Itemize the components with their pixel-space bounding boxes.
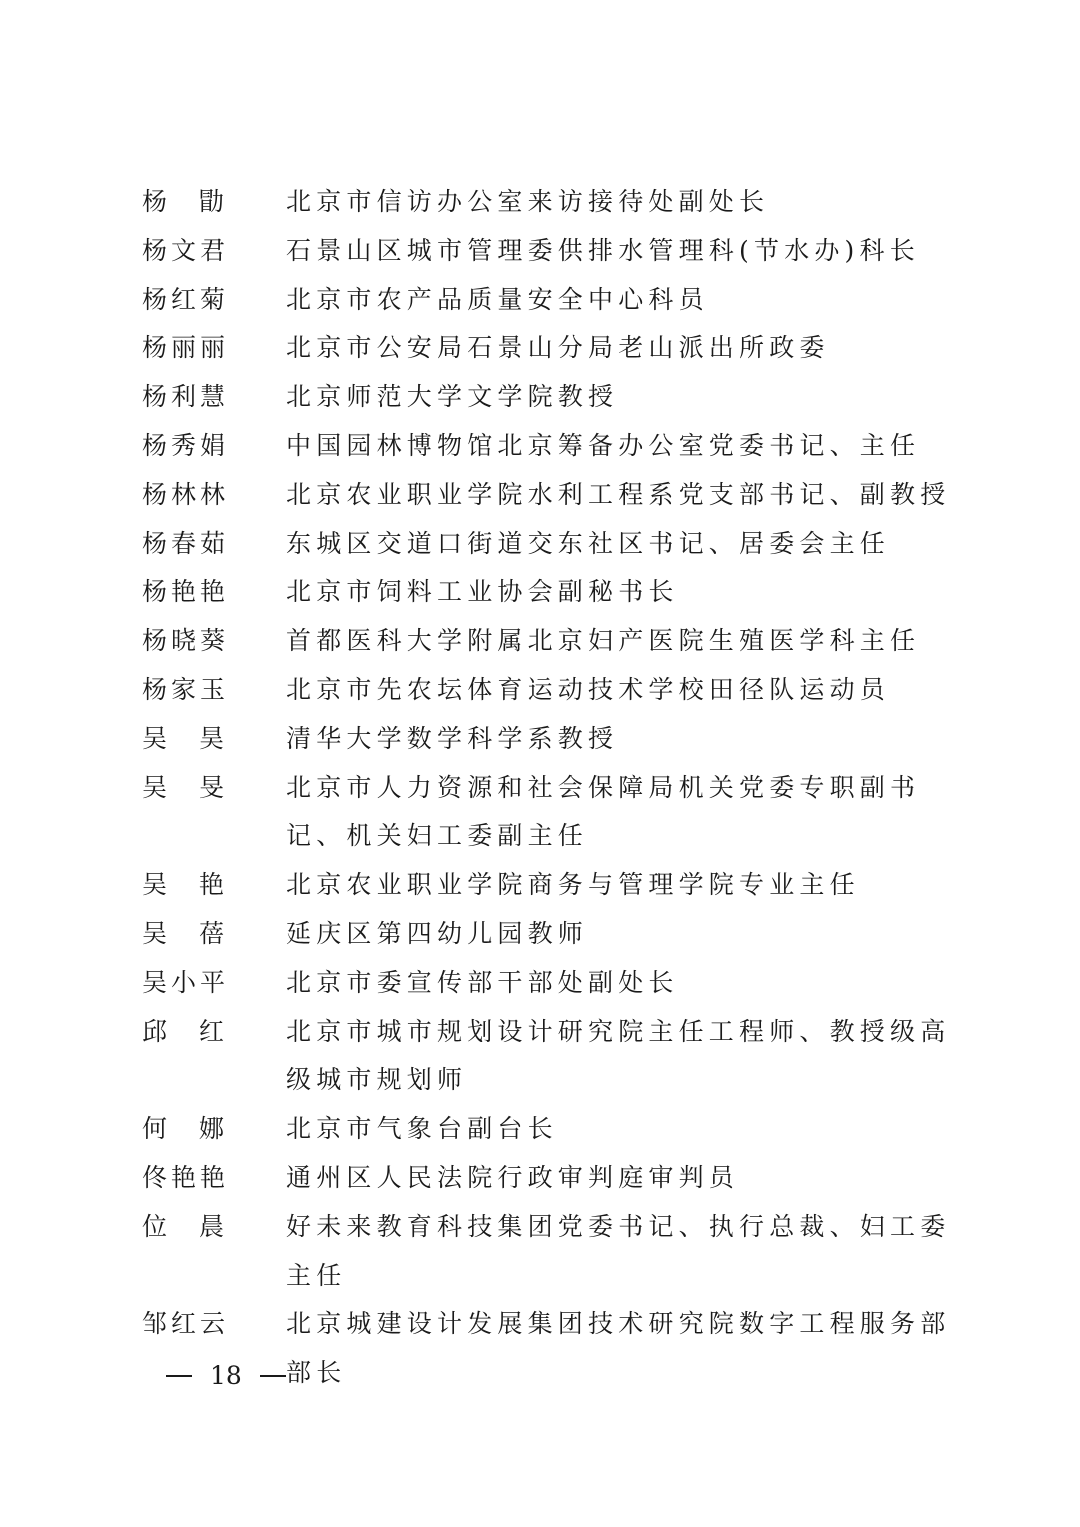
person-name: 杨丽丽 (142, 333, 230, 363)
organization-title: 延庆区第四幼儿园教师 (286, 918, 589, 948)
name-char: 吴 (142, 918, 168, 948)
person-name (142, 764, 224, 813)
organization-title: 北京市信访办公室来访接待处副处长 (286, 187, 770, 216)
list-item (142, 959, 962, 1008)
name-char: 红 (198, 1016, 224, 1046)
list-item (142, 1105, 962, 1154)
name-char: 晨 (198, 1211, 224, 1241)
list-item (142, 666, 962, 715)
person-name: 杨家玉 (142, 674, 230, 704)
organization-title: 首都医科大学附属北京妇产医院生殖医学科主任 (286, 626, 921, 656)
organization-title: 北京市先农坛体育运动技术学校田径队运动员 (286, 674, 891, 704)
person-name (142, 861, 224, 910)
list-item (142, 715, 962, 764)
name-char: 娜 (198, 1114, 224, 1144)
list-item (142, 1203, 962, 1301)
organization-title: 北京市委宣传部干部处副处长 (286, 967, 679, 997)
list-item (142, 324, 962, 373)
page-number: 18 (210, 1361, 242, 1390)
name-char: 吴 (142, 723, 168, 753)
list-item (142, 1154, 962, 1203)
name-char: 吴 (142, 772, 168, 802)
list-item (142, 520, 962, 569)
person-name: 杨晓葵 (142, 626, 230, 656)
name-char: 旻 (198, 772, 224, 802)
footer-dash-left (166, 1375, 192, 1377)
list-item (142, 471, 962, 520)
organization-title: 北京农业职业学院商务与管理学院专业主任 (286, 870, 860, 900)
organization-title: 北京市饲料工业协会副秘书长 (286, 577, 679, 607)
page-footer (166, 1358, 286, 1394)
name-char: 勖 (198, 187, 224, 216)
person-name: 佟艳艳 (142, 1162, 230, 1192)
list-item (142, 1008, 962, 1106)
person-name: 杨文君 (142, 235, 230, 265)
person-name (142, 1203, 224, 1252)
organization-title: 清华大学数学科学系教授 (286, 723, 619, 753)
organization-title: 北京市公安局石景山分局老山派出所政委 (286, 333, 830, 363)
organization-title: 北京市人力资源和社会保障局机关党委专职副书记、机关妇工委副主任 (286, 772, 921, 851)
name-char: 昊 (198, 723, 224, 753)
person-name: 杨红菊 (142, 284, 230, 314)
organization-title: 北京市城市规划设计研究院主任工程师、教授级高级城市规划师 (286, 1016, 951, 1095)
organization-title: 北京城建设计发展集团技术研究院数字工程服务部部长 (286, 1309, 951, 1388)
list-item (142, 276, 962, 325)
person-name: 杨春茹 (142, 528, 230, 558)
person-name: 杨利慧 (142, 382, 230, 412)
person-name: 杨秀娟 (142, 430, 230, 460)
organization-title: 东城区交道口街道交东社区书记、居委会主任 (286, 528, 891, 558)
name-char: 吴 (142, 870, 168, 900)
name-char: 蓓 (198, 918, 224, 948)
organization-title: 中国园林博物馆北京筹备办公室党委书记、主任 (286, 430, 921, 460)
list-item (142, 764, 962, 862)
list-item (142, 227, 962, 276)
list-item (142, 422, 962, 471)
list-item (142, 910, 962, 959)
name-char: 位 (142, 1211, 168, 1241)
name-char: 杨 (142, 187, 168, 216)
footer-dash-right (260, 1375, 286, 1377)
organization-title: 北京市农产品质量安全中心科员 (286, 284, 709, 314)
person-name: 杨林林 (142, 479, 230, 509)
person-name: 吴小平 (142, 967, 230, 997)
organization-title: 通州区人民法院行政审判庭审判员 (286, 1162, 740, 1192)
organization-title: 北京市气象台副台长 (286, 1114, 558, 1144)
organization-title: 好未来教育科技集团党委书记、执行总裁、妇工委主任 (286, 1211, 951, 1290)
list-item (142, 568, 962, 617)
list-item (142, 178, 962, 227)
organization-title: 北京师范大学文学院教授 (286, 382, 619, 412)
name-char: 艳 (198, 870, 224, 900)
honoree-list (142, 178, 962, 1398)
name-char: 何 (142, 1114, 168, 1144)
person-name (142, 1008, 224, 1057)
organization-title: 石景山区城市管理委供排水管理科(节水办)科长 (286, 235, 920, 265)
person-name (142, 178, 224, 227)
person-name: 杨艳艳 (142, 577, 230, 607)
name-char: 邱 (142, 1016, 168, 1046)
list-item (142, 617, 962, 666)
list-item (142, 373, 962, 422)
list-item (142, 861, 962, 910)
organization-title: 北京农业职业学院水利工程系党支部书记、副教授 (286, 479, 951, 509)
person-name (142, 910, 224, 959)
person-name: 邹红云 (142, 1309, 230, 1339)
person-name (142, 715, 224, 764)
person-name (142, 1105, 224, 1154)
